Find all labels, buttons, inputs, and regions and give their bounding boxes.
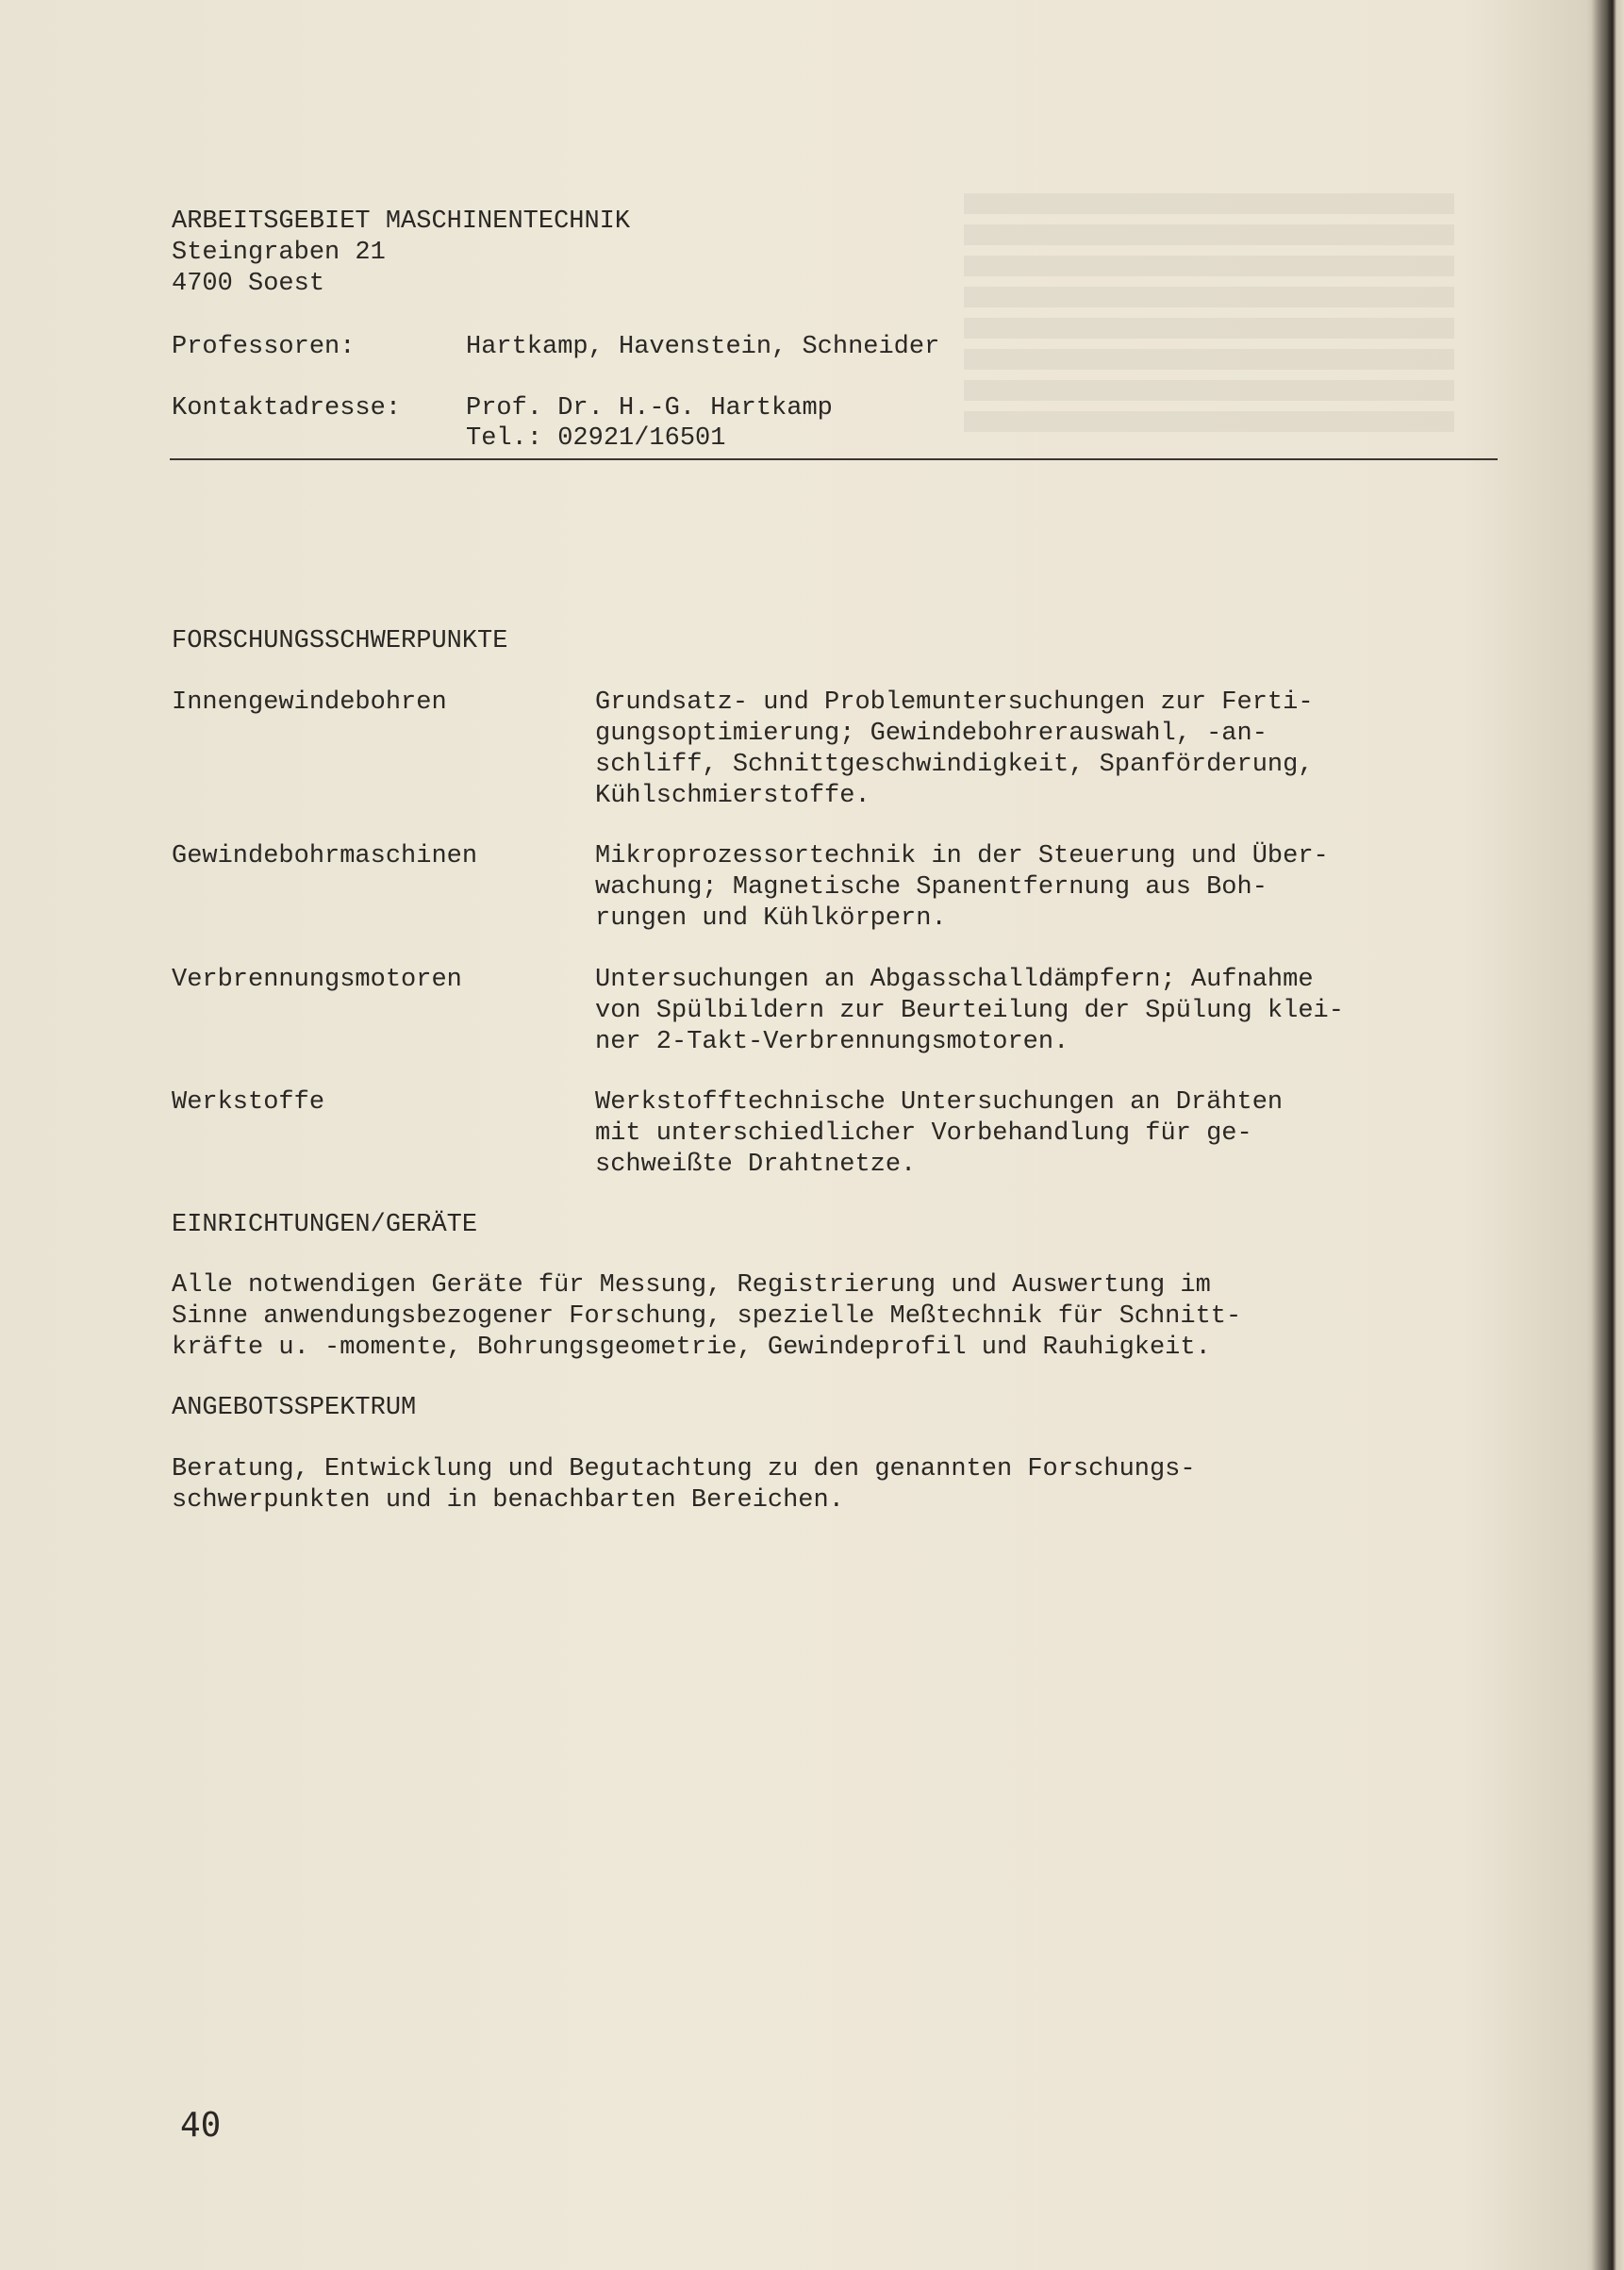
research-description-line: rungen und Kühlkörpern. bbox=[595, 904, 947, 933]
research-topic: Werkstoffe bbox=[172, 1088, 325, 1117]
bleed-through-shadow bbox=[964, 193, 1454, 439]
page-number: 40 bbox=[180, 2106, 222, 2145]
offerings-text-line: schwerpunkten und in benachbarten Bereichen. bbox=[172, 1486, 844, 1515]
page-edge-shadow bbox=[1586, 0, 1624, 2270]
contact-telephone: Tel.: 02921/16501 bbox=[466, 424, 726, 453]
research-description-line: ner 2-Takt-Verbrennungsmotoren. bbox=[595, 1028, 1069, 1056]
research-description-line: wachung; Magnetische Spanentfernung aus Boh- bbox=[595, 873, 1268, 902]
research-heading: FORSCHUNGSSCHWERPUNKTE bbox=[172, 627, 508, 655]
professors-label: Professoren: bbox=[172, 333, 356, 361]
research-description-line: von Spülbildern zur Beurteilung der Spülung klei- bbox=[595, 997, 1344, 1025]
research-description-line: Mikroprozessortechnik in der Steuerung und Über- bbox=[595, 842, 1329, 870]
offerings-heading: ANGEBOTSSPEKTRUM bbox=[172, 1394, 417, 1422]
research-description-line: schliff, Schnittgeschwindigkeit, Spanförderung, bbox=[595, 751, 1314, 779]
address-city: 4700 Soest bbox=[172, 270, 325, 298]
department-heading: ARBEITSGEBIET MASCHINENTECHNIK bbox=[172, 207, 631, 236]
research-description-line: gungsoptimierung; Gewindebohrerauswahl, -an- bbox=[595, 720, 1268, 748]
address-street: Steingraben 21 bbox=[172, 239, 386, 267]
professors-names: Hartkamp, Havenstein, Schneider bbox=[466, 333, 940, 361]
contact-label: Kontaktadresse: bbox=[172, 394, 402, 423]
research-description-line: Kühlschmierstoffe. bbox=[595, 782, 870, 810]
equipment-text-line: kräfte u. -momente, Bohrungsgeometrie, Gewindeprofil und Rauhigkeit. bbox=[172, 1334, 1211, 1362]
research-description-line: Untersuchungen an Abgasschalldämpfern; Aufnahme bbox=[595, 966, 1314, 994]
research-description-line: schweißte Drahtnetze. bbox=[595, 1151, 917, 1179]
research-topic: Gewindebohrmaschinen bbox=[172, 842, 478, 870]
equipment-text-line: Alle notwendigen Geräte für Messung, Registrierung und Auswertung im bbox=[172, 1271, 1211, 1300]
equipment-heading: EINRICHTUNGEN/GERÄTE bbox=[172, 1211, 478, 1239]
equipment-text-line: Sinne anwendungsbezogener Forschung, spezielle Meßtechnik für Schnitt- bbox=[172, 1302, 1242, 1331]
research-description-line: Werkstofftechnische Untersuchungen an Drähten bbox=[595, 1088, 1284, 1117]
offerings-text-line: Beratung, Entwicklung und Begutachtung zu den genannten Forschungs- bbox=[172, 1455, 1196, 1483]
research-topic: Verbrennungsmotoren bbox=[172, 966, 462, 994]
contact-name: Prof. Dr. H.-G. Hartkamp bbox=[466, 394, 833, 423]
header-divider bbox=[170, 458, 1498, 460]
research-description-line: Grundsatz- und Problemuntersuchungen zur Ferti- bbox=[595, 688, 1314, 717]
research-description-line: mit unterschiedlicher Vorbehandlung für ge- bbox=[595, 1119, 1252, 1148]
research-topic: Innengewindebohren bbox=[172, 688, 447, 717]
